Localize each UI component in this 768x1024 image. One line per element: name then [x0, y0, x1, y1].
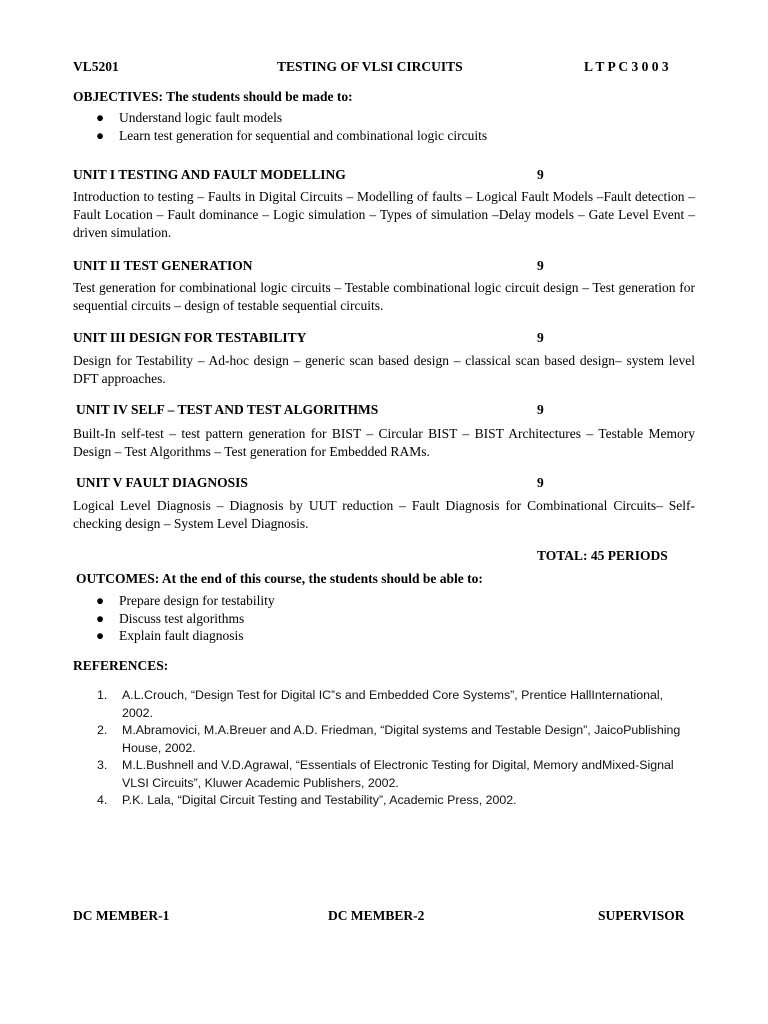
objectives-list: [96, 109, 487, 144]
dc-member-1-label: DC MEMBER-1: [73, 908, 170, 923]
reference-item: 2. M.Abramovici, M.A.Breuer and A.D. Friedman, “Digital systems and Testable Design”, JaicoPublishing House, 2002.: [97, 723, 681, 755]
list-item: ● Prepare design for testability: [96, 593, 275, 608]
unit-2-body: Test generation for combinational logic circuits – Testable combinational logic circuit design – Test generation for sequential circuits – design of testable sequential circuits.: [73, 280, 695, 313]
bullet-icon: ●: [96, 610, 105, 626]
unit-5-title: UNIT V FAULT DIAGNOSIS: [76, 475, 248, 490]
list-item: ● Learn test generation for sequential and combinational logic circuits: [96, 127, 488, 143]
unit-1-hours: 9: [537, 167, 544, 182]
references-list: [97, 687, 697, 810]
total-periods: TOTAL: 45 PERIODS: [537, 548, 668, 563]
unit-2-hours: 9: [537, 258, 544, 273]
course-code: VL5201: [73, 59, 119, 74]
supervisor-label: SUPERVISOR: [598, 908, 685, 923]
reference-item: 4. P.K. Lala, “Digital Circuit Testing and Testability”, Academic Press, 2002.: [97, 793, 517, 807]
bullet-icon: ●: [96, 110, 105, 125]
unit-4-hours: 9: [537, 402, 544, 417]
outcomes-list: [96, 592, 275, 645]
unit-1-title: UNIT I TESTING AND FAULT MODELLING: [73, 167, 346, 182]
list-item: ● Discuss test algorithms: [96, 610, 245, 626]
unit-3-body: Design for Testability – Ad-hoc design – generic scan based design – classical scan based design– system level DFT approaches.: [73, 353, 695, 386]
list-item: ● Explain fault diagnosis: [96, 628, 244, 643]
unit-2-title: UNIT II TEST GENERATION: [73, 258, 253, 273]
unit-5-body: Logical Level Diagnosis – Diagnosis by UUT reduction – Fault Diagnosis for Combinational Circuits– Self-checking design – System Level Diagnosis.: [73, 498, 695, 531]
course-title: TESTING OF VLSI CIRCUITS: [277, 59, 463, 74]
list-item: ● Understand logic fault models: [96, 110, 283, 125]
objectives-heading: OBJECTIVES: The students should be made to:: [73, 89, 353, 104]
reference-item: 1. A.L.Crouch, “Design Test for Digital IC‟s and Embedded Core Systems”, Prentice HallInternational, 2002.: [97, 688, 664, 720]
unit-1-body: Introduction to testing – Faults in Digital Circuits – Modelling of faults – Logical Fault Models –Fault detection – Fault Location – Fault dominance – Logic simulation – Types of simulation –Delay models – Gate Level Event – driven simulation.: [73, 189, 695, 240]
unit-5-hours: 9: [537, 475, 544, 490]
dc-member-2-label: DC MEMBER-2: [328, 908, 425, 923]
unit-4-body: Built-In self-test – test pattern generation for BIST – Circular BIST – BIST Architectures – Testable Memory Design – Test Algorithms – Test generation for Embedded RAMs.: [73, 426, 695, 459]
references-heading: REFERENCES:: [73, 658, 169, 673]
bullet-icon: ●: [96, 593, 105, 608]
unit-3-title: UNIT III DESIGN FOR TESTABILITY: [73, 330, 307, 345]
outcomes-heading: OUTCOMES: At the end of this course, the students should be able to:: [76, 571, 483, 586]
bullet-icon: ●: [96, 628, 105, 643]
unit-3-hours: 9: [537, 330, 544, 345]
ltpc-credits: L T P C 3 0 0 3: [584, 59, 669, 74]
bullet-icon: ●: [96, 127, 105, 143]
unit-4-title: UNIT IV SELF – TEST AND TEST ALGORITHMS: [76, 402, 379, 417]
reference-item: 3. M.L.Bushnell and V.D.Agrawal, “Essentials of Electronic Testing for Digital, Memory andMixed-Signal VLSI Circuits”, Kluwer Academic Publishers, 2002.: [97, 758, 674, 790]
